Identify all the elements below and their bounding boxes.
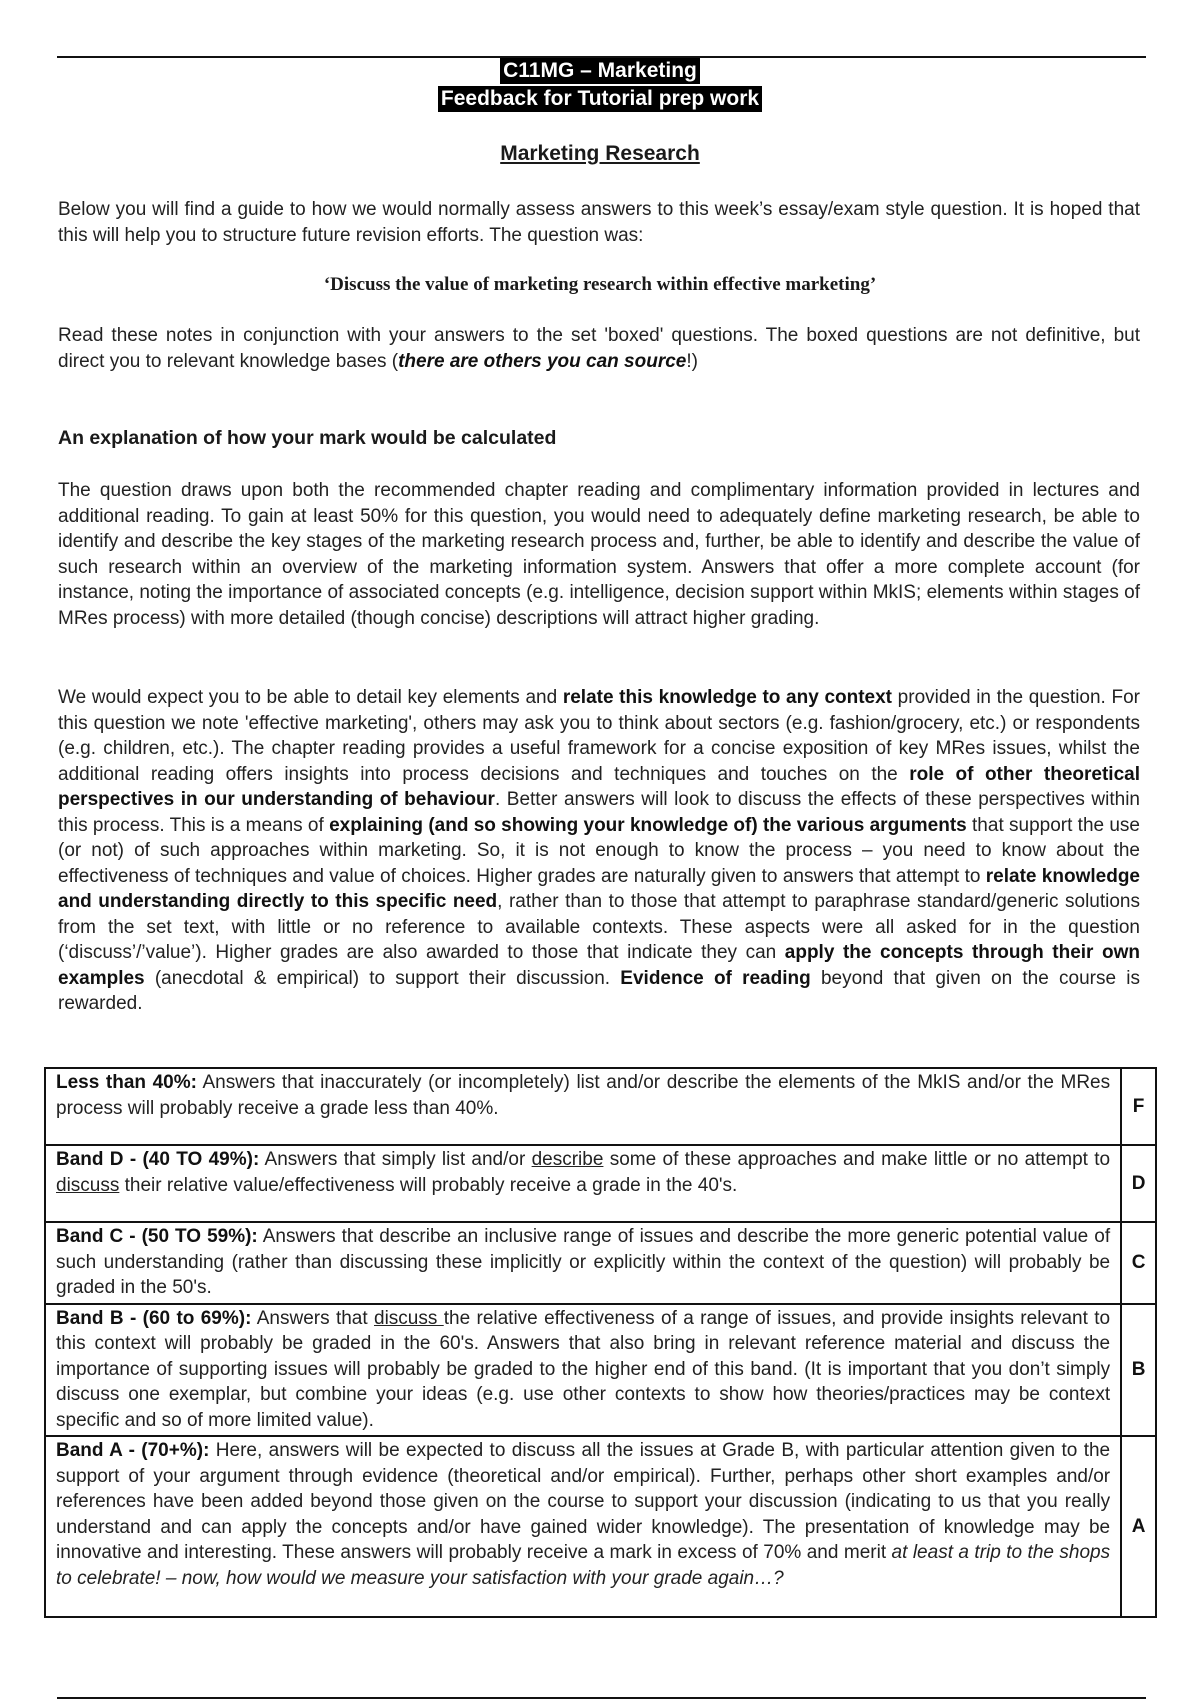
band-grade: A — [1121, 1436, 1156, 1617]
italic-remark: at least a trip to the shops to celebrate! – now, how would we measure your satisfaction with your grade again…? — [56, 1542, 1111, 1589]
underlined-term: describe — [531, 1149, 604, 1170]
text-run: . Better answers will look to discuss the effects of these perspectives within this process. This is a means of — [58, 789, 1140, 836]
subtitle-heading — [0, 86, 1200, 112]
text-run: , rather than to those that attempt to paraphrase standard/generic solutions from the set text, with little or no reference to available contexts. These aspects were all asked for in the question (‘discuss’/’value’). Higher grades are also awarded to those that indicate they can — [58, 891, 1141, 963]
text-run: that support the use (or not) of such approaches within marketing. So, it is not enough to know the process – you need to know about the effectiveness of techniques and value of choices. Higher grades are naturally given to answers that attempt to — [58, 814, 1140, 887]
course-code: C11MG – Marketing — [500, 58, 700, 84]
bottom-rule — [57, 1697, 1146, 1699]
band-description — [45, 1222, 1121, 1304]
band-row-d — [45, 1145, 1156, 1222]
page-title: Marketing Research — [500, 142, 700, 165]
band-text: Answers that inaccurately (or incompletely) list and/or describe the elements of the MkIS and/or the MRes process will probably receive a grade less than 40%. — [56, 1072, 1111, 1119]
band-label: Less than 40%: — [56, 1072, 197, 1093]
bold-run: Evidence of reading — [620, 967, 811, 989]
band-row-b — [45, 1304, 1156, 1437]
band-label: Band D - (40 TO 49%): — [56, 1149, 260, 1170]
band-description — [45, 1145, 1121, 1222]
band-description — [45, 1304, 1121, 1437]
band-description — [45, 1068, 1121, 1145]
calculation-paragraph-2 — [58, 685, 1140, 1017]
band-row-c — [45, 1222, 1156, 1304]
band-text: Here, answers will be expected to discuss all the issues at Grade B, with particular attention given to the support of your argument through evidence (theoretical and/or empirical). Further, perhaps other short examples and/or references have been added beyond those given on the course to support your discussion (indicating to us that you really understand and can apply the concepts and/or have gained wider knowledge). The presentation of knowledge may be innovative and interesting. These answers will probably receive a mark in excess of 70% and merit — [56, 1440, 1111, 1563]
intro-paragraph: Below you will find a guide to how we would normally assess answers to this week’s essay/exam style question. It is hoped that this will help you to structure future revision efforts. The question was: — [58, 199, 1140, 246]
band-text: their relative value/effectiveness will probably receive a grade in the 40's. — [119, 1174, 738, 1196]
bold-run: relate knowledge and understanding directly to this specific need — [58, 865, 1140, 912]
underlined-term: discuss — [56, 1174, 120, 1196]
band-row-f — [45, 1068, 1156, 1145]
band-row-a — [45, 1436, 1156, 1617]
band-text: some of these approaches and make little or no attempt to — [603, 1149, 1111, 1170]
bold-run: relate this knowledge to any context — [562, 687, 893, 708]
band-text: Answers that simply list and/or — [259, 1149, 532, 1170]
reading-note-text: Read these notes in conjunction with your answers to the set 'boxed' questions. The boxed questions are not definitive, but direct you to relevant knowledge bases ( — [58, 325, 1140, 372]
course-heading — [0, 58, 1200, 84]
band-text: the relative effectiveness of a range of issues, and provide insights relevant to this context will probably be graded in the 60's. Answers that also bring in relevant reference material and discuss the importance of supporting issues will probably be graded to the higher end of this band. (It is important that you don’t simply discuss one exemplar, but combine your ideas (e.g. use other contexts to show how theories/practices may be context specific and so of more limited value). — [56, 1307, 1111, 1431]
reading-note-emphasis: there are others you can source — [398, 350, 687, 372]
bold-run: explaining (and so showing your knowledge of) the various arguments — [329, 814, 967, 836]
text-run: (anecdotal & empirical) to support their discussion. — [144, 967, 621, 989]
feedback-subtitle: Feedback for Tutorial prep work — [438, 86, 762, 112]
reading-note-end: !) — [686, 350, 698, 372]
band-grade: C — [1121, 1222, 1156, 1304]
band-description — [45, 1436, 1121, 1617]
section-heading: An explanation of how your mark would be calculated — [58, 427, 557, 449]
text-run: We would expect you to be able to detail key elements and — [58, 687, 563, 708]
band-label: Band C - (50 TO 59%): — [56, 1226, 258, 1247]
band-label: Band B - (60 to 69%): — [56, 1307, 252, 1329]
bold-run: role of other theoretical perspectives in our understanding of behaviour — [58, 763, 1140, 810]
underlined-term: discuss — [374, 1307, 444, 1329]
essay-question: ‘Discuss the value of marketing research within effective marketing’ — [323, 274, 877, 295]
calculation-paragraph-1: The question draws upon both the recommended chapter reading and complimentary information provided in lectures and additional reading. To gain at least 50% for this question, you would need to adequately define marketing research, be able to identify and describe the key stages of the marketing research process and, further, be able to identify and describe the value of such research within an overview of the marketing information system. Answers that offer a more complete account (for instance, noting the importance of associated concepts (e.g. intelligence, decision support within MkIS; elements within stages of MRes process) with more detailed (though concise) descriptions will attract higher grading. — [58, 480, 1140, 629]
band-text: Answers that describe an inclusive range of issues and describe the more generic potential value of such understanding (rather than discussing these implicitly or explicitly within the context of the question) will probably be graded in the 50's. — [56, 1226, 1111, 1298]
text-run: provided in the question. For this question we note 'effective marketing', others may ask you to think about sectors (e.g. fashion/grocery, etc.) or respondents (e.g. children, etc.). The chapter reading provides a useful framework for a concise exposition of key MRes issues, whilst the additional reading offers insights into process decisions and techniques and touches on the — [58, 687, 1140, 785]
band-grade: F — [1121, 1068, 1156, 1145]
band-grade: B — [1121, 1304, 1156, 1437]
reading-note-paragraph — [58, 323, 1140, 374]
band-grade: D — [1121, 1145, 1156, 1222]
band-text: Answers that — [251, 1307, 374, 1329]
grade-bands-table — [44, 1067, 1157, 1618]
bold-run: apply the concepts through their own examples — [58, 942, 1140, 989]
text-run: beyond that given on the course is rewarded. — [58, 967, 1141, 1014]
band-label: Band A - (70+%): — [56, 1440, 210, 1461]
